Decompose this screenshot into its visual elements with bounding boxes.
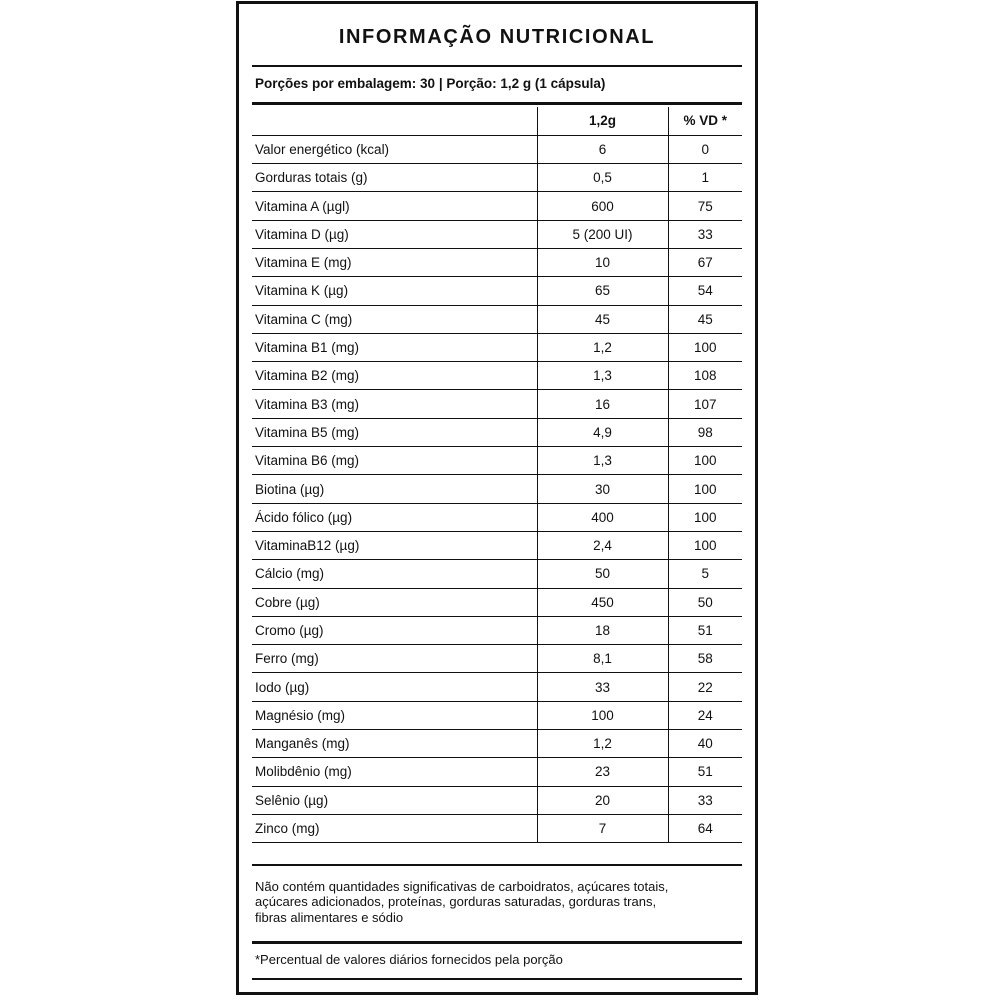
nutrient-name: Ácido fólico (µg)	[252, 503, 537, 531]
nutrient-name: Molibdênio (mg)	[252, 758, 537, 786]
nutrient-name: Cromo (µg)	[252, 616, 537, 644]
nutrient-amount: 1,3	[537, 447, 668, 475]
nutrient-row	[252, 786, 742, 814]
nutrient-row	[252, 645, 742, 673]
nutrient-row	[252, 248, 742, 276]
nutrient-dv: 33	[668, 786, 742, 814]
nutrient-dv: 50	[668, 588, 742, 616]
nutrient-dv: 58	[668, 645, 742, 673]
nutrient-dv: 45	[668, 305, 742, 333]
nutrient-dv: 100	[668, 531, 742, 559]
nutrient-amount: 6	[537, 135, 668, 163]
nutrient-amount: 0,5	[537, 164, 668, 192]
portion-info: Porções por embalagem: 30 | Porção: 1,2 g (1 cápsula)	[255, 76, 606, 91]
divider-thick	[252, 102, 742, 105]
nutrient-name: Selênio (µg)	[252, 786, 537, 814]
nutrient-dv: 0	[668, 135, 742, 163]
nutrient-name: VitaminaB12 (µg)	[252, 531, 537, 559]
nutrient-dv: 98	[668, 418, 742, 446]
nutrient-row	[252, 135, 742, 163]
nutrient-name: Vitamina B6 (mg)	[252, 447, 537, 475]
nutrient-row	[252, 277, 742, 305]
nutrient-row	[252, 475, 742, 503]
nutrient-dv: 100	[668, 503, 742, 531]
nutrient-row	[252, 333, 742, 361]
nutrient-row	[252, 418, 742, 446]
column-header-nutrient	[252, 107, 537, 135]
nutrient-row	[252, 164, 742, 192]
nutrient-amount: 33	[537, 673, 668, 701]
nutrient-row	[252, 673, 742, 701]
column-header-amount: 1,2g	[537, 107, 668, 135]
nutrient-dv: 108	[668, 362, 742, 390]
disclaimer-line: fibras alimentares e sódio	[255, 909, 404, 925]
nutrient-row	[252, 362, 742, 390]
nutrient-dv: 75	[668, 192, 742, 220]
nutrient-dv: 100	[668, 333, 742, 361]
nutrient-name: Vitamina B1 (mg)	[252, 333, 537, 361]
nutrient-amount: 5 (200 UI)	[537, 220, 668, 248]
nutrient-name: Vitamina D (µg)	[252, 220, 537, 248]
nutrient-dv: 1	[668, 164, 742, 192]
nutrient-row	[252, 503, 742, 531]
nutrient-row	[252, 701, 742, 729]
nutrient-dv: 24	[668, 701, 742, 729]
divider	[252, 978, 742, 980]
nutrient-row	[252, 588, 742, 616]
dv-footnote: *Percentual de valores diários fornecidos pela porção	[255, 952, 563, 967]
nutrient-amount: 7	[537, 814, 668, 842]
nutrient-amount: 16	[537, 390, 668, 418]
nutrient-dv: 100	[668, 447, 742, 475]
nutrient-name: Iodo (µg)	[252, 673, 537, 701]
divider	[252, 65, 742, 67]
nutrient-dv: 5	[668, 560, 742, 588]
nutrient-name: Vitamina B2 (mg)	[252, 362, 537, 390]
table-header-row	[252, 107, 742, 135]
nutrient-amount: 50	[537, 560, 668, 588]
nutrient-dv: 51	[668, 616, 742, 644]
nutrient-amount: 100	[537, 701, 668, 729]
divider	[252, 864, 742, 866]
disclaimer-line: Não contém quantidades significativas de carboidratos, açúcares totais,	[255, 879, 669, 894]
nutrient-amount: 4,9	[537, 418, 668, 446]
divider-thick	[252, 941, 742, 944]
nutrient-amount: 18	[537, 616, 668, 644]
nutrient-amount: 65	[537, 277, 668, 305]
nutrient-dv: 100	[668, 475, 742, 503]
disclaimer-line: açúcares adicionados, proteínas, gorduras saturadas, gorduras trans,	[255, 894, 657, 910]
nutrient-name: Ferro (mg)	[252, 645, 537, 673]
nutrient-name: Vitamina E (mg)	[252, 248, 537, 276]
nutrient-row	[252, 220, 742, 248]
nutrient-amount: 600	[537, 192, 668, 220]
nutrient-name: Vitamina A (µgl)	[252, 192, 537, 220]
nutrition-table	[252, 107, 742, 843]
nutrient-amount: 8,1	[537, 645, 668, 673]
nutrient-row	[252, 758, 742, 786]
nutrient-row	[252, 616, 742, 644]
nutrient-dv: 64	[668, 814, 742, 842]
nutrient-dv: 33	[668, 220, 742, 248]
nutrient-amount: 1,2	[537, 333, 668, 361]
nutrient-row	[252, 814, 742, 842]
nutrient-name: Cálcio (mg)	[252, 560, 537, 588]
nutrient-amount: 23	[537, 758, 668, 786]
nutrient-name: Magnésio (mg)	[252, 701, 537, 729]
nutrient-amount: 1,2	[537, 730, 668, 758]
nutrient-dv: 54	[668, 277, 742, 305]
nutrient-name: Biotina (µg)	[252, 475, 537, 503]
nutrient-name: Gorduras totais (g)	[252, 164, 537, 192]
nutrient-name: Vitamina B3 (mg)	[252, 390, 537, 418]
column-header-dv: % VD *	[668, 107, 742, 135]
nutrient-name: Cobre (µg)	[252, 588, 537, 616]
nutrient-amount: 45	[537, 305, 668, 333]
nutrient-amount: 450	[537, 588, 668, 616]
nutrient-name: Vitamina K (µg)	[252, 277, 537, 305]
label-title: INFORMAÇÃO NUTRICIONAL	[338, 26, 656, 48]
disclaimer-text	[255, 879, 739, 925]
nutrient-dv: 40	[668, 730, 742, 758]
nutrient-name: Valor energético (kcal)	[252, 135, 537, 163]
nutrient-name: Zinco (mg)	[252, 814, 537, 842]
nutrient-dv: 107	[668, 390, 742, 418]
nutrient-name: Vitamina B5 (mg)	[252, 418, 537, 446]
nutrient-row	[252, 192, 742, 220]
nutrient-dv: 67	[668, 248, 742, 276]
nutrient-name: Manganês (mg)	[252, 730, 537, 758]
nutrient-row	[252, 305, 742, 333]
nutrient-row	[252, 447, 742, 475]
nutrient-amount: 30	[537, 475, 668, 503]
nutrient-amount: 10	[537, 248, 668, 276]
nutrition-facts-panel	[236, 1, 758, 995]
nutrient-amount: 400	[537, 503, 668, 531]
nutrient-row	[252, 390, 742, 418]
nutrient-amount: 1,3	[537, 362, 668, 390]
nutrient-dv: 22	[668, 673, 742, 701]
nutrient-dv: 51	[668, 758, 742, 786]
nutrient-amount: 2,4	[537, 531, 668, 559]
nutrient-row	[252, 730, 742, 758]
nutrient-amount: 20	[537, 786, 668, 814]
nutrient-name: Vitamina C (mg)	[252, 305, 537, 333]
nutrient-row	[252, 531, 742, 559]
nutrient-row	[252, 560, 742, 588]
